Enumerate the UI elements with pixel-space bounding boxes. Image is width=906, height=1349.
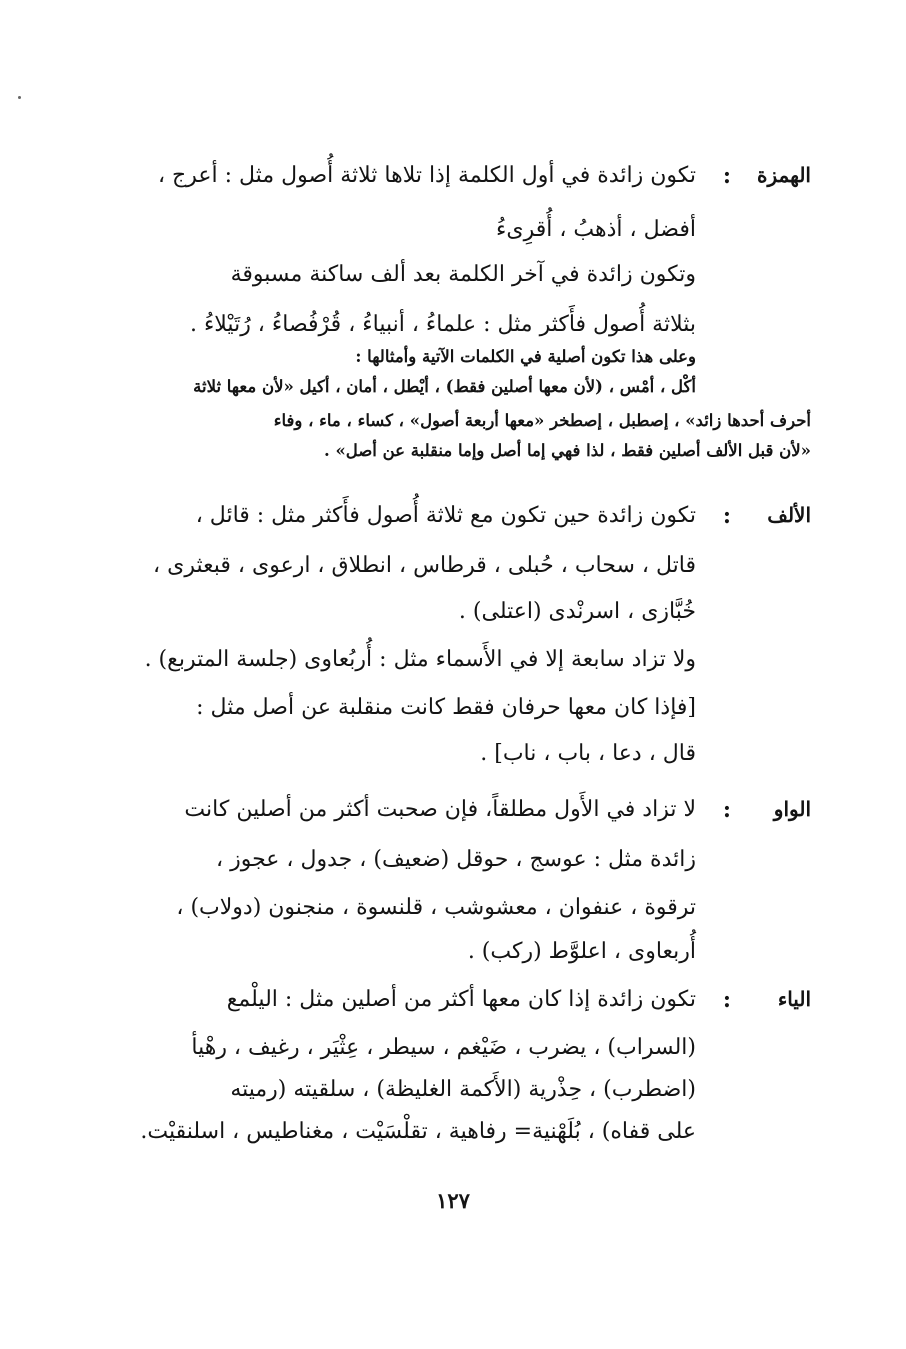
text-line: تكون زائدة في أول الكلمة إذا تلاها ثلاثة أُصول مثل : أعرج ، <box>157 163 696 188</box>
entry-body <box>99 503 696 787</box>
text-line: وتكون زائدة في آخر الكلمة بعد ألف ساكنة مسبوقة <box>230 262 696 287</box>
text-line: على قفاه) ، بُلَهْنية= رفاهية ، تقلْسَيْت ، مغناطيس ، اسلنقيْت. <box>140 1119 696 1144</box>
note-line: وعلى هذا تكون أصلية في الكلمات الآتية وأمثالها : <box>355 347 696 366</box>
note-block <box>99 346 811 470</box>
text-line: (السراب) ، يضرب ، ضَيْغم ، سيطر ، عِثْيَر ، رغيف ، رهْيأ <box>191 1035 696 1060</box>
text-line: أُربعاوى ، اعلوَّط (ركب) . <box>467 939 696 964</box>
text-line: زائدة مثل : عوسج ، حوقل (ضعيف) ، جدول ، عجوز ، <box>216 847 696 872</box>
text-line: خُبَّازى ، اسرنْدى (اعتلى) . <box>458 599 696 624</box>
entry-term: الواو <box>773 797 811 821</box>
entry-body <box>99 797 696 983</box>
text-line: قاتل ، سحاب ، حُبلى ، قرطاس ، انطلاق ، ارعوى ، قبعثرى ، <box>153 553 696 578</box>
entry-body <box>99 987 696 1161</box>
scan-speck <box>18 96 21 99</box>
text-line: [فإذا كان معها حرفان فقط كانت منقلبة عن أصل مثل : <box>196 695 696 720</box>
text-line: ترقوة ، عنفوان ، معشوشب ، قلنسوة ، منجنون (دولاب) ، <box>176 895 696 920</box>
note-line: أكْل ، أمْس ، (لأن معها أصلين فقط) ، أيْطل ، أمان ، أكيل «لأن معها ثلاثة <box>193 377 696 396</box>
page-number: ١٢٧ <box>436 1188 470 1213</box>
text-line: تكون زائدة حين تكون مع ثلاثة أُصول فأَكثر مثل : قائل ، <box>195 503 696 528</box>
text-line: قال ، دعا ، باب ، ناب] . <box>480 741 696 766</box>
term-separator: : <box>722 987 731 1013</box>
text-line: ولا تزاد سابعة إلا في الأَسماء مثل : أُربُعاوى (جلسة المتربع) . <box>144 647 696 672</box>
text-line: تكون زائدة إذا كان معها أكثر من أصلين مثل : اليلْمع <box>226 987 696 1012</box>
note-line: أحرف أحدها زائد» ، إصطبل ، إصطخر «معها أربعة أصول» ، كساء ، ماء ، وفاء <box>273 411 811 430</box>
entry-body <box>99 163 696 265</box>
term-separator: : <box>722 163 731 189</box>
entry-body <box>99 262 696 346</box>
entry-term: الهمزة <box>757 163 811 187</box>
text-line: أفضل ، أذهبُ ، أُقرِىءُ <box>496 217 696 242</box>
term-separator: : <box>722 503 731 529</box>
entry-term: الألف <box>767 503 811 527</box>
text-line: بثلاثة أُصول فأَكثر مثل : علماءُ ، أنبياءُ ، قُرْفُصاءُ ، رُتَيْلاءُ . <box>189 312 696 337</box>
note-line: «لأن قبل الألف أصلين فقط ، لذا فهي إما أصل وإما منقلبة عن أصل» . <box>323 441 811 460</box>
entry-term: الياء <box>777 987 811 1011</box>
term-separator: : <box>722 797 731 823</box>
text-line: (اضطرب) ، حِذْرية (الأَكمة الغليظة) ، سلقيته (رميته <box>230 1077 696 1102</box>
text-line: لا تزاد في الأَول مطلقاً، فإن صحبت أكثر من أصلين كانت <box>184 797 696 822</box>
